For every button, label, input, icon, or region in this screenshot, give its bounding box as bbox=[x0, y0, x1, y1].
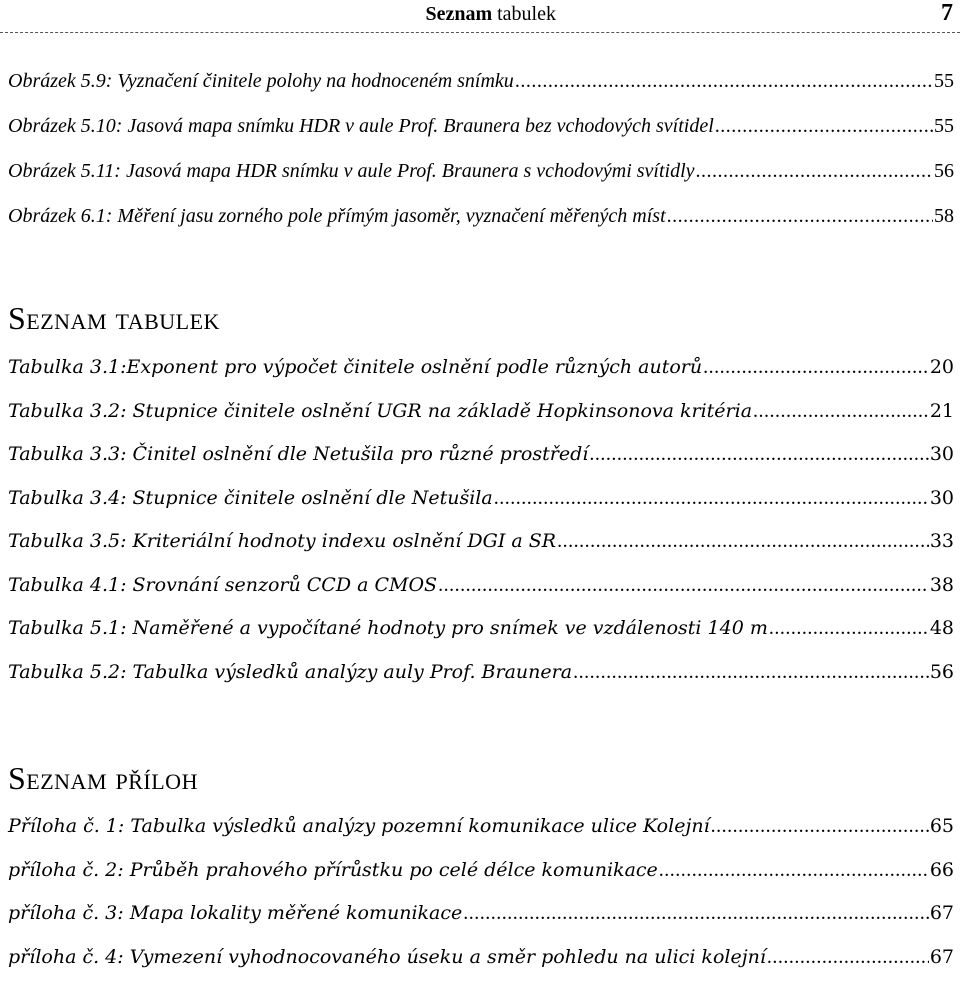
table-entry-label: Tabulka 3.4: Stupnice činitele oslnění dle Netušila bbox=[8, 487, 493, 509]
dot-leader bbox=[463, 902, 929, 925]
table-entry-page: 38 bbox=[930, 574, 954, 596]
dot-leader bbox=[696, 160, 933, 183]
table-entry-label: Tabulka 3.3: Činitel oslnění dle Netušila pro různé prostředí bbox=[8, 443, 588, 465]
table-entry-label: Tabulka 3.5: Kriteriální hodnoty indexu oslnění DGI a SR bbox=[8, 530, 556, 552]
appendix-entry-label: Příloha č. 1: Tabulka výsledků analýzy pozemní komunikace ulice Kolejní bbox=[8, 815, 710, 837]
dot-leader bbox=[711, 815, 929, 838]
table-entry[interactable] bbox=[8, 356, 954, 400]
page-number: 7 bbox=[941, 0, 953, 26]
appendix-entry-label: příloha č. 2: Průběh prahového přírůstku po celé délce komunikace bbox=[8, 859, 658, 881]
table-entry[interactable] bbox=[8, 530, 954, 574]
dot-leader bbox=[715, 115, 933, 138]
dot-leader bbox=[769, 617, 929, 640]
figure-entry[interactable] bbox=[8, 205, 954, 250]
appendix-entry-page: 67 bbox=[930, 902, 954, 924]
appendix-entry[interactable] bbox=[8, 859, 954, 903]
figure-entry-label: Obrázek 6.1: Měření jasu zorného pole přímým jasoměr, vyznačení měřených míst bbox=[8, 205, 666, 228]
running-header-title bbox=[425, 2, 556, 26]
section-heading-appendices: Seznam příloh bbox=[8, 760, 198, 796]
dot-leader bbox=[589, 443, 929, 466]
table-entry-label: Tabulka 5.2: Tabulka výsledků analýzy auly Prof. Braunera bbox=[8, 661, 572, 683]
running-header-title-rest: tabulek bbox=[492, 3, 556, 25]
figure-entry-label: Obrázek 5.9: Vyznačení činitele polohy na hodnoceném snímku bbox=[8, 70, 514, 93]
table-entry-page: 56 bbox=[930, 661, 954, 683]
table-entry-label: Tabulka 3.1:Exponent pro výpočet činitele oslnění podle různých autorů bbox=[8, 356, 702, 378]
table-entry[interactable] bbox=[8, 574, 954, 618]
appendix-entry-label: příloha č. 3: Mapa lokality měřené komunikace bbox=[8, 902, 462, 924]
table-entry-page: 30 bbox=[930, 487, 954, 509]
dot-leader bbox=[557, 530, 929, 553]
table-entry-label: Tabulka 5.1: Naměřené a vypočítané hodnoty pro snímek ve vzdálenosti 140 m bbox=[8, 617, 768, 639]
table-entry[interactable] bbox=[8, 443, 954, 487]
figure-entry-page: 56 bbox=[934, 160, 954, 183]
table-entry[interactable] bbox=[8, 617, 954, 661]
appendix-entry-page: 65 bbox=[930, 815, 954, 837]
dot-leader bbox=[494, 487, 929, 510]
appendix-entry[interactable] bbox=[8, 902, 954, 946]
table-entry-page: 20 bbox=[930, 356, 954, 378]
dot-leader bbox=[659, 859, 929, 882]
appendix-entry-label: příloha č. 4: Vymezení vyhodnocovaného úseku a směr pohledu na ulici kolejní bbox=[8, 946, 766, 968]
table-entry-label: Tabulka 4.1: Srovnání senzorů CCD a CMOS bbox=[8, 574, 437, 596]
dot-leader bbox=[515, 70, 933, 93]
list-of-tables bbox=[8, 356, 954, 704]
appendix-entry[interactable] bbox=[8, 946, 954, 989]
figure-entry-label: Obrázek 5.11: Jasová mapa HDR snímku v aule Prof. Braunera s vchodovými svítidly bbox=[8, 160, 695, 183]
header-rule bbox=[0, 32, 960, 33]
dot-leader bbox=[703, 356, 929, 379]
appendix-entry-page: 67 bbox=[930, 946, 954, 968]
appendix-entry-page: 66 bbox=[930, 859, 954, 881]
table-entry-page: 30 bbox=[930, 443, 954, 465]
figure-entry-page: 55 bbox=[934, 70, 954, 93]
table-entry-page: 33 bbox=[930, 530, 954, 552]
dot-leader bbox=[767, 946, 929, 969]
list-of-appendices bbox=[8, 815, 954, 989]
appendix-entry[interactable] bbox=[8, 815, 954, 859]
figure-entry-page: 58 bbox=[934, 205, 954, 228]
figure-entry[interactable] bbox=[8, 115, 954, 160]
dot-leader bbox=[438, 574, 929, 597]
running-header bbox=[0, 0, 960, 30]
running-header-title-bold: Seznam bbox=[425, 3, 492, 25]
figure-entry-page: 55 bbox=[934, 115, 954, 138]
table-entry-label: Tabulka 3.2: Stupnice činitele oslnění UGR na základě Hopkinsonova kritéria bbox=[8, 400, 752, 422]
figure-entry[interactable] bbox=[8, 160, 954, 205]
dot-leader bbox=[573, 661, 929, 684]
section-heading-tables: Seznam tabulek bbox=[8, 300, 220, 336]
figure-entry-label: Obrázek 5.10: Jasová mapa snímku HDR v aule Prof. Braunera bez vchodových svítidel bbox=[8, 115, 714, 138]
table-entry-page: 48 bbox=[930, 617, 954, 639]
dot-leader bbox=[667, 205, 933, 228]
table-entry-page: 21 bbox=[930, 400, 954, 422]
figure-entry[interactable] bbox=[8, 70, 954, 115]
list-of-figures bbox=[8, 70, 954, 250]
dot-leader bbox=[753, 400, 929, 423]
table-entry[interactable] bbox=[8, 487, 954, 531]
table-entry[interactable] bbox=[8, 400, 954, 444]
table-entry[interactable] bbox=[8, 661, 954, 705]
